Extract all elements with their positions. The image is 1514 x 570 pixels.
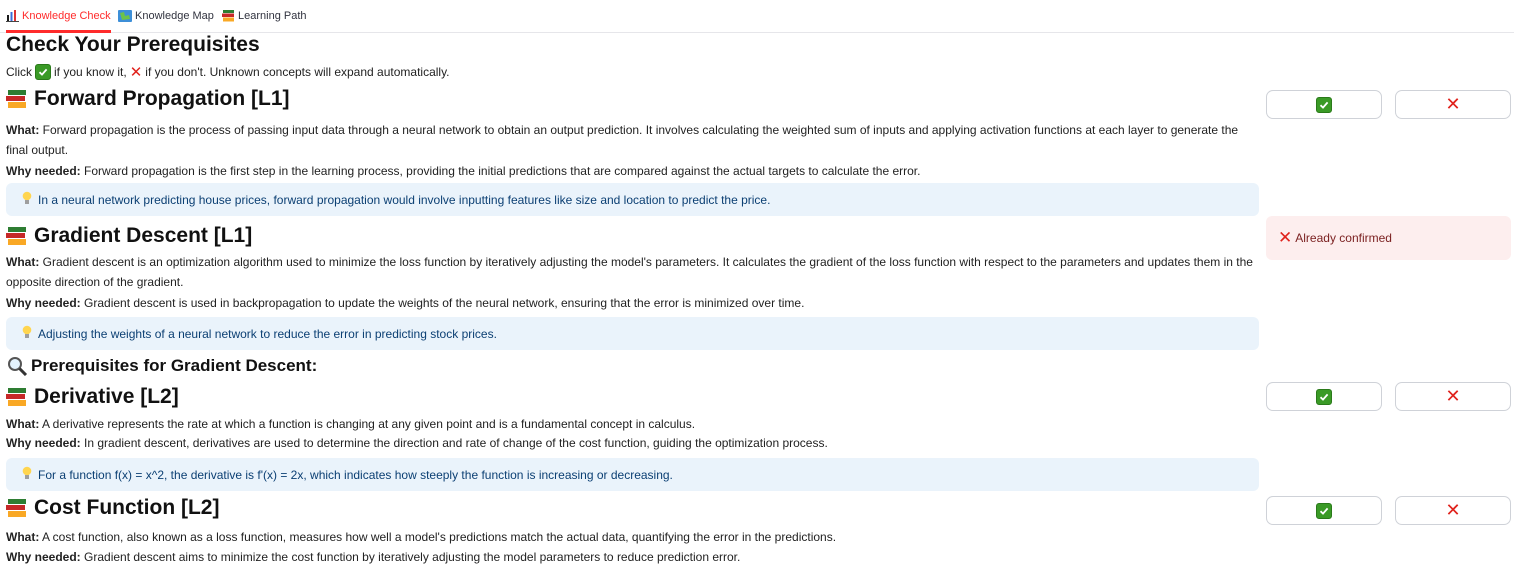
already-confirmed-text: Already confirmed [1295, 231, 1392, 245]
books-icon [6, 387, 28, 407]
cross-icon: ✕ [1445, 93, 1461, 115]
example-text: For a function f(x) = x^2, the derivative is f'(x) = 2x, which indicates how steeply the function is increasing or decreasing. [38, 467, 673, 482]
prerequisites-heading-text: Prerequisites for Gradient Descent: [31, 356, 318, 375]
check-icon [1316, 97, 1332, 113]
tab-label: Knowledge Map [135, 9, 214, 22]
concept-title [6, 87, 290, 111]
concept-title-text: Cost Function [L2] [34, 496, 220, 519]
books-icon [6, 226, 28, 246]
lightbulb-icon [22, 325, 32, 342]
why-label: Why needed: [6, 436, 81, 450]
why-label: Why needed: [6, 550, 81, 564]
prerequisites-heading [6, 356, 317, 376]
concept-why [6, 293, 1259, 313]
know-button[interactable] [1266, 382, 1382, 411]
concept-title-text: Forward Propagation [L1] [34, 87, 290, 110]
check-icon [1316, 389, 1332, 405]
concept-why [6, 547, 1259, 567]
what-text: Forward propagation is the process of passing input data through a neural network to obtain an output prediction. It involves calculating the weighted sum of inputs and applying activation functions at each layer to generate the final output. [6, 123, 1239, 157]
concept-title-text: Gradient Descent [L1] [34, 224, 253, 247]
example-callout [6, 183, 1259, 216]
concept-title [6, 385, 179, 409]
cross-icon: ✕ [1278, 228, 1293, 248]
concept-why [6, 161, 1259, 181]
what-label: What: [6, 417, 40, 431]
why-text: Gradient descent is used in backpropagation to update the weights of the neural network, ensuring that the error is minimized over time. [84, 296, 805, 310]
dont-know-button[interactable] [1395, 382, 1511, 411]
what-text: A derivative represents the rate at which a function is changing at any given point and is a fundamental concept in calculus. [42, 417, 696, 431]
already-confirmed-notice [1266, 216, 1511, 260]
check-icon [35, 64, 51, 80]
example-callout [6, 458, 1259, 491]
concept-title-text: Derivative [L2] [34, 385, 179, 408]
tab-bar [0, 0, 1514, 33]
dont-know-button[interactable] [1395, 90, 1511, 119]
what-label: What: [6, 530, 40, 544]
tab-knowledge-check[interactable] [6, 0, 111, 31]
concept-what [6, 527, 1259, 547]
instructions-mid: if you know it, [54, 65, 127, 79]
instructions [6, 63, 450, 81]
dont-know-button[interactable] [1395, 496, 1511, 525]
what-label: What: [6, 255, 40, 269]
cross-icon: ✕ [1445, 385, 1461, 407]
tab-label: Learning Path [238, 9, 307, 22]
tab-learning-path[interactable] [222, 0, 307, 31]
why-label: Why needed: [6, 164, 81, 178]
check-icon [1316, 503, 1332, 519]
tab-knowledge-map[interactable] [118, 0, 214, 31]
magnifier-icon [6, 356, 28, 376]
concept-what [6, 414, 1259, 434]
what-text: Gradient descent is an optimization algorithm used to minimize the loss function by iteratively adjusting the model's parameters. It calculates the gradient of the loss function with respect to the parameters and updates them in the opposite direction of the gradient. [6, 255, 1253, 289]
books-icon [6, 89, 28, 109]
what-text: A cost function, also known as a loss function, measures how well a model's predictions match the actual data, quantifying the error in the predictions. [42, 530, 837, 544]
cross-icon: ✕ [129, 63, 143, 81]
map-icon [118, 10, 132, 22]
books-icon [6, 498, 28, 518]
bar-chart-icon [6, 10, 19, 22]
concept-why [6, 433, 1259, 453]
instructions-prefix: Click [6, 65, 32, 79]
why-text: Gradient descent aims to minimize the cost function by iteratively adjusting the model parameters to reduce prediction error. [84, 550, 741, 564]
example-callout [6, 317, 1259, 350]
why-text: Forward propagation is the first step in the learning process, providing the initial predictions that are compared against the actual targets to calculate the error. [84, 164, 921, 178]
lightbulb-icon [22, 191, 32, 208]
page-title: Check Your Prerequisites [6, 33, 260, 56]
tab-label: Knowledge Check [22, 9, 111, 22]
know-button[interactable] [1266, 496, 1382, 525]
instructions-suffix: if you don't. Unknown concepts will expand automatically. [145, 65, 450, 79]
concept-what [6, 252, 1259, 292]
concept-what [6, 120, 1259, 160]
why-text: In gradient descent, derivatives are used to determine the direction and rate of change of the cost function, guiding the optimization process. [84, 436, 828, 450]
why-label: Why needed: [6, 296, 81, 310]
example-text: Adjusting the weights of a neural network to reduce the error in predicting stock prices. [38, 326, 497, 341]
books-icon [222, 10, 235, 22]
what-label: What: [6, 123, 40, 137]
concept-title [6, 496, 219, 520]
cross-icon: ✕ [1445, 499, 1461, 521]
example-text: In a neural network predicting house prices, forward propagation would involve inputting features like size and location to predict the price. [38, 192, 771, 207]
concept-title [6, 224, 252, 248]
lightbulb-icon [22, 466, 32, 483]
know-button[interactable] [1266, 90, 1382, 119]
